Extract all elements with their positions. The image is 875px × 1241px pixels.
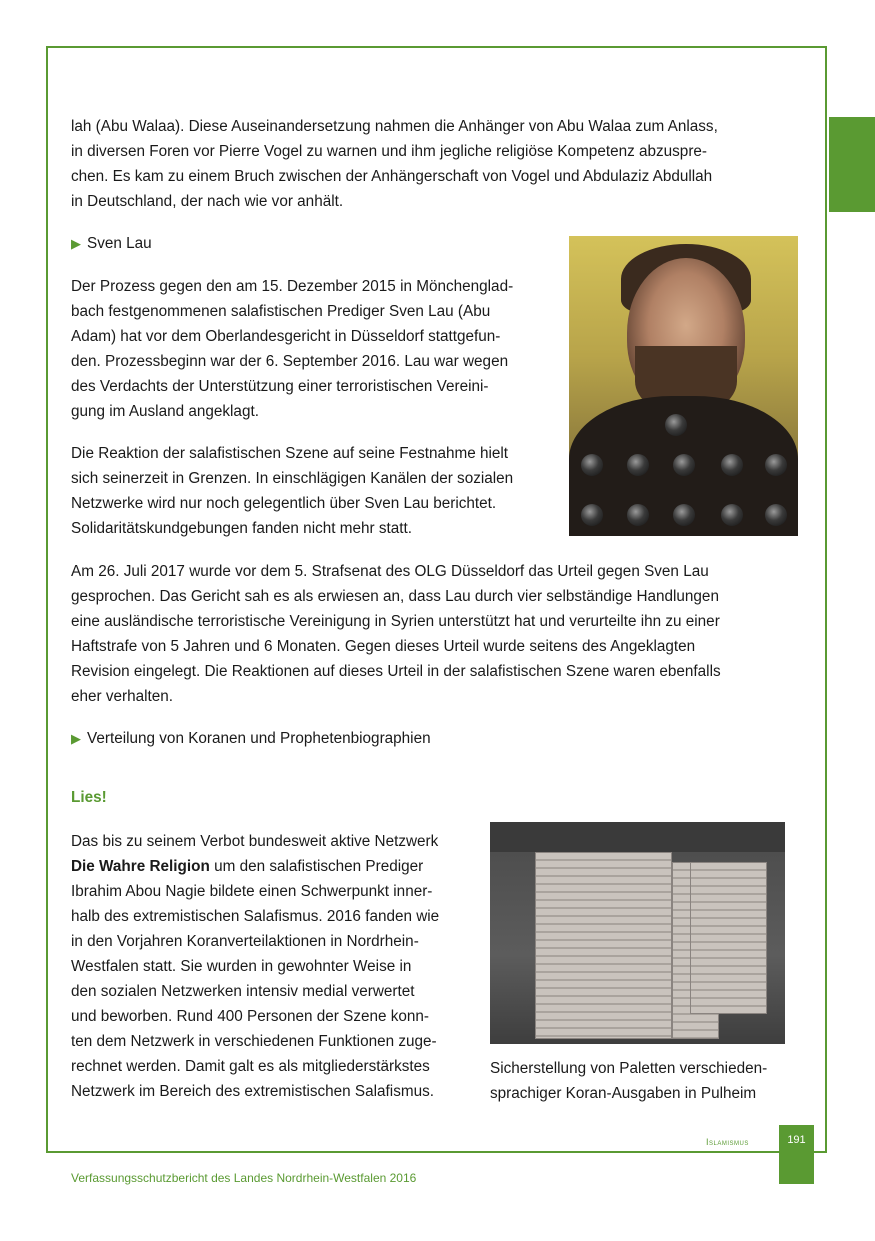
image-caption xyxy=(490,1056,767,1106)
caption-line: Sicherstellung von Paletten verschieden- xyxy=(490,1060,768,1077)
text-line: Ibrahim Abou Nagie bildete einen Schwerpunkt inner- xyxy=(71,883,433,900)
network-name: Die Wahre Religion xyxy=(71,858,210,875)
text-line: Das bis zu seinem Verbot bundesweit aktive Netzwerk xyxy=(71,833,439,850)
text-line xyxy=(71,854,423,879)
text-line: in diversen Foren vor Pierre Vogel zu warnen und ihm jegliche religiöse Kompetenz abzuspre- xyxy=(71,143,708,160)
text-line: Westfalen statt. Sie wurden in gewohnter Weise in xyxy=(71,958,412,975)
text-line: in Deutschland, der nach wie vor anhält. xyxy=(71,193,344,210)
text-line: Adam) hat vor dem Oberlandesgericht in Düsseldorf stattgefun- xyxy=(71,328,501,345)
text-line: und beworben. Rund 400 Personen der Szene konn- xyxy=(71,1008,430,1025)
text-line: chen. Es kam zu einem Bruch zwischen der Anhängerschaft von Vogel und Abdulaziz Abdullah xyxy=(71,168,713,185)
text-line: Revision eingelegt. Die Reaktionen auf dieses Urteil in der salafistischen Szene waren ebenfalls xyxy=(71,663,721,680)
text-line: bach festgenommenen salafistischen Prediger Sven Lau (Abu xyxy=(71,303,491,320)
text-line: Netzwerke wird nur noch gelegentlich über Sven Lau berichtet. xyxy=(71,495,497,512)
bullet-label: Verteilung von Koranen und Prophetenbiographien xyxy=(87,730,431,747)
caption-line: sprachiger Koran-Ausgaben in Pulheim xyxy=(490,1085,757,1102)
text-line: ten dem Netzwerk in verschiedenen Funktionen zuge- xyxy=(71,1033,437,1050)
text-line: Netzwerk im Bereich des extremistischen Salafismus. xyxy=(71,1083,434,1100)
text-line: Solidaritätskundgebungen fanden nicht mehr statt. xyxy=(71,520,413,537)
text-line: Die Reaktion der salafistischen Szene auf seine Festnahme hielt xyxy=(71,445,509,462)
text-line: lah (Abu Walaa). Diese Auseinandersetzung nahmen die Anhänger von Abu Walaa zum Anlass, xyxy=(71,118,718,135)
text-line: sich seinerzeit in Grenzen. In einschlägigen Kanälen der sozialen xyxy=(71,470,514,487)
section-bullet-sven-lau xyxy=(71,231,152,256)
text-line: den sozialen Netzwerken intensiv medial verwertet xyxy=(71,983,415,1000)
text-line: halb des extremistischen Salafismus. 2016 fanden wie xyxy=(71,908,440,925)
text-line: in den Vorjahren Koranverteilaktionen in Nordrhein- xyxy=(71,933,419,950)
text-line: Der Prozess gegen den am 15. Dezember 2015 in Mönchenglad- xyxy=(71,278,514,295)
text-line: gesprochen. Das Gericht sah es als erwiesen an, dass Lau durch vier selbständige Handlungen xyxy=(71,588,719,605)
photo-sven-lau xyxy=(569,236,798,536)
text-line: gung im Ausland angeklagt. xyxy=(71,403,259,420)
text-fragment: um den salafistischen Prediger xyxy=(209,858,424,875)
photo-koran-pallets xyxy=(490,822,785,1044)
triangle-bullet-icon: ▶ xyxy=(71,236,81,251)
text-line: des Verdachts der Unterstützung einer terroristischen Vereini- xyxy=(71,378,489,395)
chapter-tab-marker xyxy=(829,117,875,212)
text-line: eine ausländische terroristische Vereinigung in Syrien unterstützt hat und verurteilte ihn zu einer xyxy=(71,613,720,630)
footer-publication-title: Verfassungsschutzbericht des Landes Nordrhein-Westfalen 2016 xyxy=(71,1171,417,1185)
text-line: den. Prozessbeginn war der 6. September 2016. Lau war wegen xyxy=(71,353,509,370)
text-line: eher verhalten. xyxy=(71,688,174,705)
text-line: Haftstrafe von 5 Jahren und 6 Monaten. Gegen dieses Urteil wurde seitens des Angeklagten xyxy=(71,638,696,655)
page-number: 191 xyxy=(787,1134,806,1146)
subheading-lies: Lies! xyxy=(71,789,107,806)
text-line: Am 26. Juli 2017 wurde vor dem 5. Strafsenat des OLG Düsseldorf das Urteil gegen Sven Lau xyxy=(71,563,709,580)
section-bullet-koran xyxy=(71,726,431,751)
text-line: rechnet werden. Damit galt es als mitgliederstärkstes xyxy=(71,1058,430,1075)
footer-section-label: Islamismus xyxy=(706,1137,749,1147)
triangle-bullet-icon: ▶ xyxy=(71,731,81,746)
bullet-label: Sven Lau xyxy=(87,235,152,252)
